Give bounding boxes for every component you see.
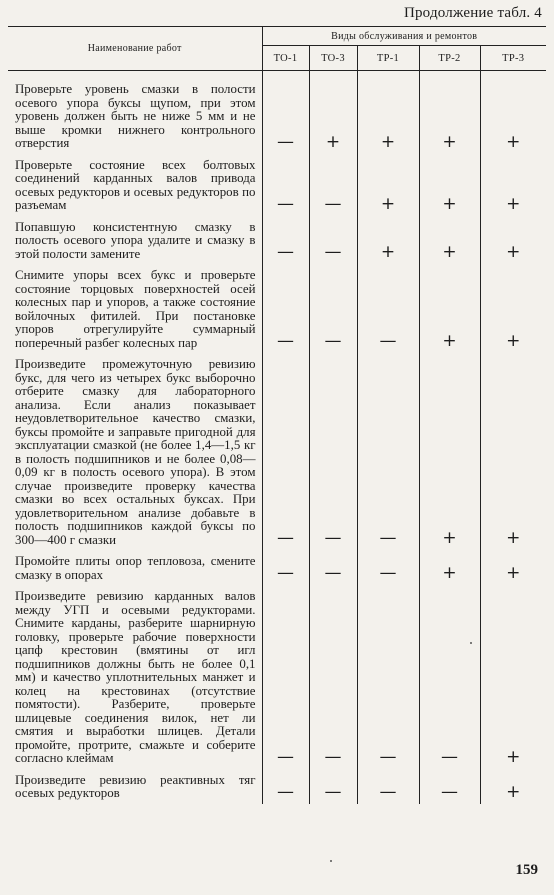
table-row — [8, 353, 546, 550]
mark-tr3: + — [480, 264, 546, 353]
mark-tr3: + — [480, 550, 546, 585]
mark-to3: + — [309, 71, 357, 154]
mark-tr2: — — [419, 769, 480, 804]
mark-to3: — — [309, 216, 357, 265]
mark-tr1: — — [357, 353, 419, 550]
mark-to3: — — [309, 550, 357, 585]
mark-tr3: + — [480, 216, 546, 265]
mark-to1: — — [262, 264, 309, 353]
work-description: Проверьте состояние всех болтовых соединений карданных валов привода осевых редукторов и осевых редукторов по разъемам — [15, 157, 256, 212]
table-row — [8, 154, 546, 216]
mark-tr2: + — [419, 353, 480, 550]
mark-tr1: + — [357, 216, 419, 265]
mark-tr3: + — [480, 154, 546, 216]
print-speck — [470, 642, 472, 644]
mark-tr3: + — [480, 769, 546, 804]
mark-tr1: — — [357, 264, 419, 353]
mark-to3: — — [309, 769, 357, 804]
mark-to3: — — [309, 353, 357, 550]
mark-tr2: + — [419, 71, 480, 154]
table-row — [8, 585, 546, 769]
table-row — [8, 71, 546, 154]
mark-tr1: — — [357, 769, 419, 804]
mark-tr2: + — [419, 550, 480, 585]
mark-to3: — — [309, 264, 357, 353]
work-description: Произведите промежуточную ревизию букс, для чего из четырех букс выборочно отберите смазку для лабораторного анализа. Если анализ показывает неудовлетворительное качество смазки, буксы промойте и заправьте пригодной для эксплуатации смазкой (не более 1,4—1,5 кг в полость подшипников и не более 0,08—0,09 кг в полость осевого упора). В этом случае произведите проверку качества смазки во всех остальных буксах. При удовлетворительном анализе добавьте в полость подшипников каждой буксы по 300—400 г смазки — [15, 357, 256, 547]
print-speck — [330, 860, 332, 862]
mark-to3: — — [309, 585, 357, 769]
table-continuation-label: Продолжение табл. 4 — [403, 5, 542, 21]
header-work-name: Наименование работ — [8, 27, 262, 71]
mark-tr2: + — [419, 264, 480, 353]
table-row — [8, 216, 546, 265]
table-row — [8, 550, 546, 585]
work-description: Попавшую консистентную смазку в полость осевого упора удалите и смазку в этой полости замените — [15, 219, 256, 261]
mark-tr1: — — [357, 550, 419, 585]
mark-to1: — — [262, 71, 309, 154]
mark-to1: — — [262, 769, 309, 804]
mark-tr3: + — [480, 585, 546, 769]
mark-tr3: + — [480, 71, 546, 154]
header-tr1: ТР-1 — [357, 46, 419, 71]
mark-tr2: — — [419, 585, 480, 769]
mark-tr2: + — [419, 154, 480, 216]
mark-to1: — — [262, 353, 309, 550]
table-row — [8, 769, 546, 804]
maintenance-table — [8, 26, 546, 804]
work-description: Произведите ревизию карданных валов между УГП и осевыми редукторами. Снимите карданы, разберите шарнирную головку, проверьте рабочие поверхности цапф крестовин (вмятины от игл подшипников должны быть не более 0,1 мм) и качество уплотнительных манжет и колец на крестовинах (отсутствие помятости). Разберите, проверьте шлицевые соединения вилок, нет ли смятия и выработки шлицев. Детали промойте, протрите, смажьте и соберите согласно клеймам — [15, 589, 256, 765]
header-to1: ТО-1 — [262, 46, 309, 71]
mark-tr1: + — [357, 71, 419, 154]
header-tr2: ТР-2 — [419, 46, 480, 71]
work-description: Снимите упоры всех букс и проверьте состояние торцовых поверхностей осей колесных пар и упоров, а также состояние войлочных фитилей. При постановке упоров отрегулируйте суммарный поперечный разбег колесных пар — [15, 268, 256, 350]
page-number: 159 — [515, 862, 538, 878]
header-tr3: ТР-3 — [480, 46, 546, 71]
work-description: Промойте плиты опор тепловоза, смените смазку в опорах — [15, 554, 256, 582]
work-description: Произведите ревизию реактивных тяг осевых редукторов — [15, 772, 256, 800]
header-service-types: Виды обслуживания и ремонтов — [262, 27, 546, 46]
mark-to3: — — [309, 154, 357, 216]
mark-tr3: + — [480, 353, 546, 550]
work-description: Проверьте уровень смазки в полости осевого упора буксы щупом, при этом уровень должен быть не ниже 5 мм и не выше кромки нижнего контрольного отверстия — [15, 82, 256, 150]
mark-tr1: — — [357, 585, 419, 769]
mark-tr2: + — [419, 216, 480, 265]
mark-to1: — — [262, 154, 309, 216]
mark-to1: — — [262, 216, 309, 265]
mark-tr1: + — [357, 154, 419, 216]
table-row — [8, 264, 546, 353]
mark-to1: — — [262, 550, 309, 585]
mark-to1: — — [262, 585, 309, 769]
header-to3: ТО-3 — [309, 46, 357, 71]
